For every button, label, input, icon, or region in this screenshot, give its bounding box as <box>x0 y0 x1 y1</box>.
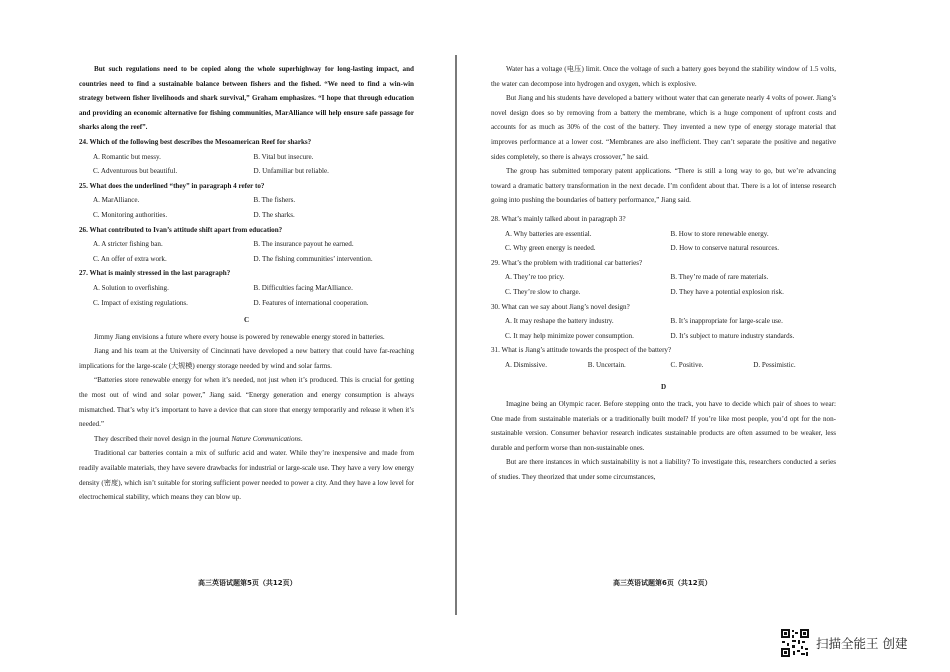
option-a: A. Solution to overfishing. <box>93 283 169 292</box>
option-b: B. It’s inappropriate for large-scale use. <box>670 317 783 326</box>
question-27 <box>79 266 414 310</box>
passage-c-paragraph-3: “Batteries store renewable energy for when it’s needed, not just when it’s produced. This is crucial for getting the most out of wind and solar power,” Jiang said. “Energy generation and energy consumption is always mismatched. That’s why it’s important to have a device that can store that energy temporarily and release it when it’s needed.” <box>79 376 414 429</box>
question-text: 25. What does the underlined “they” in paragraph 4 refer to? <box>79 181 265 190</box>
left-page <box>79 62 414 505</box>
option-c: C. Adventurous but beautiful. <box>93 167 178 176</box>
question-text: 27. What is mainly stressed in the last paragraph? <box>79 269 231 278</box>
option-b: B. The insurance payout he earned. <box>253 240 354 249</box>
option-c: C. They’re slow to charge. <box>505 287 581 296</box>
question-31 <box>491 343 836 372</box>
intro-paragraph: But such regulations need to be copied along the whole superhighway for long-lasting impact, and countries need to find a sustainable balance between fishers and the fished. “We need to find a win-win strategy between fisher livelihoods and shark survival,” Graham emphasizes. “I hope that through education and providing an economic alternative for fishing communities, MarAlliance will help ensure safe passage for sharks along the reef”. <box>79 65 414 132</box>
question-28 <box>491 212 836 256</box>
passage-c-paragraph-2: Jiang and his team at the University of Cincinnati have developed a new battery that could have far-reaching implications for the large-scale (大规模) energy storage needed by wind and solar farms. <box>79 347 414 370</box>
section-c-heading: C <box>243 316 250 325</box>
journal-prefix: They described their novel design in the journal <box>94 434 232 443</box>
option-d: D. It’s subject to mature industry standards. <box>670 331 795 340</box>
passage-c-paragraph-1: Jimmy Jiang envisions a future where every house is powered by renewable energy stored in batteries. <box>94 332 385 341</box>
option-a: A. It may reshape the battery industry. <box>505 317 614 326</box>
question-30 <box>491 300 836 344</box>
journal-name: Nature Communications <box>231 434 301 443</box>
passage-d-paragraph-1: Imagine being an Olympic racer. Before stepping onto the track, you have to decide which pair of shoes to wear: One made from sustainable materials or a traditionally built model? If you’re like most people, you’d opt for the non-sustainable version. Consumer behavior research indicates sustainable products are often assumed to be weaker, less durable and perform worse than non-sustainable ones. <box>491 400 836 452</box>
right-page-footer: 高三英语试题第6页（共12页） <box>613 579 712 587</box>
option-c: C. It may help minimize power consumption. <box>505 331 634 340</box>
section-d-heading: D <box>660 383 667 392</box>
question-text: 29. What’s the problem with traditional car batteries? <box>491 258 643 267</box>
option-a: A. A stricter fishing ban. <box>93 240 163 249</box>
option-a: A. MarAlliance. <box>93 196 140 205</box>
question-26 <box>79 223 414 267</box>
option-b: B. The fishers. <box>253 196 296 205</box>
question-text: 30. What can we say about Jiang’s novel design? <box>491 302 630 311</box>
qr-code-icon <box>780 628 810 658</box>
option-d: D. The sharks. <box>253 210 295 219</box>
passage-c-paragraph-5: Traditional car batteries contain a mix of sulfuric acid and water. While they’re inexpensive and made from readily available materials, they have severe drawbacks for industrial or large-scale use. They have a very low energy density (密度), which isn’t suitable for storing sufficient power needed to power a city. And they have a low level for electrochemical stability, which means they can blow up. <box>79 449 414 502</box>
option-c: C. Why green energy is needed. <box>505 244 596 253</box>
option-d: D. Pessimistic. <box>753 360 796 369</box>
passage-c-paragraph-6: Water has a voltage (电压) limit. Once the voltage of such a battery goes beyond the stability window of 1.5 volts, the water can decompose into hydrogen and oxygen, which is explosive. <box>491 65 836 88</box>
passage-d-paragraph-2: But are there instances in which sustainability is not a liability? To investigate this, researchers conducted a series of studies. They theorized that under some circumstances, <box>491 458 836 482</box>
option-d: D. Unfamiliar but reliable. <box>253 167 329 176</box>
option-b: B. Uncertain. <box>587 360 626 369</box>
passage-c-paragraph-4 <box>79 432 414 447</box>
option-d: D. Features of international cooperation. <box>253 298 369 307</box>
option-a: A. They’re too pricy. <box>505 273 565 282</box>
option-b: B. They’re made of rare materials. <box>670 273 769 282</box>
question-25 <box>79 179 414 223</box>
option-a: A. Romantic but messy. <box>93 152 161 161</box>
option-d: D. They have a potential explosion risk. <box>670 287 784 296</box>
watermark-text: 扫描全能王 创建 <box>816 636 908 651</box>
page-divider <box>455 55 457 615</box>
question-text: 28. What’s mainly talked about in paragraph 3? <box>491 214 626 223</box>
question-text: 26. What contributed to Ivan’s attitude shift apart from education? <box>79 225 283 234</box>
option-c: C. Impact of existing regulations. <box>93 298 188 307</box>
passage-c-paragraph-7: But Jiang and his students have developed a battery without water that can generate nearly 4 volts of power. Jiang’s novel design does so by removing from a battery the membrane, which is a huge component of upfront costs and accounts for as much as 30% of the cost of the battery. They invented a new type of energy storage material that improves performance at a lower cost. “Membranes are also inefficient. They can’t separate the positive and negative sides completely, so there is always crossover,” he said. <box>491 94 836 161</box>
right-page <box>491 62 836 485</box>
question-24 <box>79 135 414 179</box>
left-page-footer: 高三英语试题第5页（共12页） <box>198 579 297 587</box>
option-c: C. Monitoring authorities. <box>93 210 168 219</box>
question-text: 24. Which of the following best describes the Mesoamerican Reef for sharks? <box>79 137 312 146</box>
journal-suffix: . <box>300 434 303 443</box>
option-d: D. How to conserve natural resources. <box>670 244 780 253</box>
option-b: B. How to store renewable energy. <box>670 229 769 238</box>
option-b: B. Vital but insecure. <box>253 152 314 161</box>
option-c: C. An offer of extra work. <box>93 254 167 263</box>
option-b: B. Difficulties facing MarAlliance. <box>253 283 353 292</box>
question-text: 31. What is Jiang’s attitude towards the prospect of the battery? <box>491 346 672 355</box>
scanner-watermark <box>780 628 907 658</box>
option-c: C. Positive. <box>670 360 704 369</box>
option-d: D. The fishing communities’ intervention. <box>253 254 373 263</box>
option-a: A. Dismissive. <box>505 360 547 369</box>
passage-c-paragraph-8: The group has submitted temporary patent applications. “There is still a long way to go, but we’re advancing toward a dramatic battery transformation in the next decade. I’m confident about that. There is a lot of intense research going into pushing the boundaries of battery performance,” Jiang said. <box>491 167 836 205</box>
option-a: A. Why batteries are essential. <box>505 229 592 238</box>
question-29 <box>491 256 836 300</box>
